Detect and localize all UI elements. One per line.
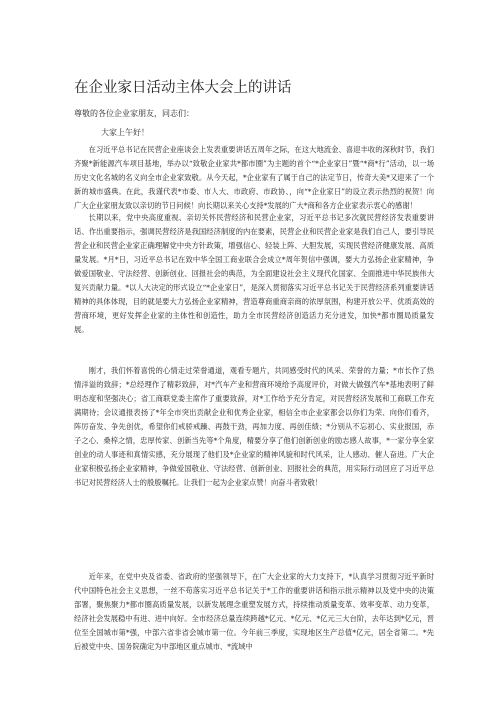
salutation: 尊敬的各位企业家朋友，同志们： bbox=[74, 109, 194, 118]
paragraph-2: 长期以来，党中央高度重视、亲切关怀民营经济和民营企业家，习近平总书记多次就民营经济发表重要讲话、作出重要指示，强调民营经济是我国经济制度的内在要素，民营企业和民营企业家是我们自己人，要引导民营企业和民营企业家正确理解党中央方针政策，增强信心、轻装上阵、大胆发展，实现民营经济健康发展、高质量发展。*月*日，习近平总书记在致中华全国工商业联合会成立*周年贺信中强调，要大力弘扬企业家精神，争做爱国敬业、守法经营、创新创业、回报社会的典范，为全面建设社会主义现代化国家、全面推进中华民族伟大复兴贡献力量。*以人大决定的形式设立“*企业家日”，是深入贯彻落实习近平总书记关于民营经济系列重要讲话精神的具体体现，目的就是要大力弘扬企业家精神，营造尊商重商亲商的浓厚氛围，构建开放公平、优质高效的营商环境，更好发挥企业家的主体性和创造性，助力全市民营经济创造活力充分迸发，加快*都市圈局质量发展。 bbox=[74, 213, 434, 334]
document-title: 在企业家日活动主体大会上的讲话 bbox=[74, 80, 292, 96]
paragraph-4: 近年来，在党中央及省委、省政府的坚强领导下，在广大企业家的大力支持下，*认真学习贯彻习近平新时代中国特色社会主义思想，一丝不苟落实习近平总书记关于*工作的重要讲话和指示批示精神以及党中央的决策部署，聚焦聚力*都市圈高质量发展，以新发展理念重塑发展方式，持续推动质量变革、效率变革、动力变革，经济社会发展稳中有进、进中向好。全市经济总量连续跨越*亿元、*亿元、*亿元三大台阶，去年达到*亿元，晋位至全国城市第*强，中部六省非省会城市第一位。今年前三季度，实现地区生产总值*亿元，居全省第二。*先后被党中央、国务院确定为中部地区重点城市、*流域中 bbox=[74, 572, 434, 651]
paragraph-3: 刚才，我们怀着喜悦的心情走过荣誉通道，观看专题片，共同感受时代的风采、荣誉的力量；*市长作了热情洋溢的致辞；*总经理作了精彩致辞，对*汽车产业和营商环境给予高度评价，对做大做强汽车*基地表明了鲜明态度和坚强决心；省工商联党委主席作了重要致辞，对*工作给予充分肯定，对民营经济发展和工商联工作充满期待；会议通报表扬了*年全市突出贡献企业和优秀企业家，相信全市企业家都会以你们为荣、向你们看齐，阵厉奋发、争先创优，希望你们戒骄戒躁、再鼓干劲，再加力度、再创佳绩；*分别从不忘初心、实业报国，赤子之心、桑梓之情，忠厚传家、创新当先等*个角度，精要分享了他们创新创业的励志感人故事，*一家分享全家创业的动人事迹和真情实感，充分展现了他们及*企业家的精神风貌和时代风采，让人感动、催人奋进。广大企业家积极弘扬企业家精神，争做爱国敬业、守法经营、创新创业、回报社会的典范，用实际行动回应了习近平总书记对民营经济人士的殷殷嘱托。让我们一起为企业家点赞！向奋斗者致敬！ bbox=[74, 366, 434, 487]
paragraph-1: 在习近平总书记在民营企业座谈会上发表重要讲话五周年之际，在这大地流金、喜迎丰收的深秋时节，我们齐聚*新能源汽车项目基地，举办以“致敬企业家共*都市圈”为主题的首个“*企业家日”暨“*商*行”活动，以一场历史文化名城的名义向全市企业家致敬。从今天起，*企业家有了属于自己的法定节日，传奇大美*又迎来了一个新的城市盛典。在此，我谨代表*市委、市人大、市政府、市政协、，向“*企业家日”的设立表示热烈的祝贺！向广大企业家朋友致以亲切的节日问候！向长期以来关心支持*发展的广大*商和各方企业家表示衷心的感谢！ bbox=[74, 145, 434, 210]
greeting: 大家上午好！ bbox=[101, 128, 149, 137]
